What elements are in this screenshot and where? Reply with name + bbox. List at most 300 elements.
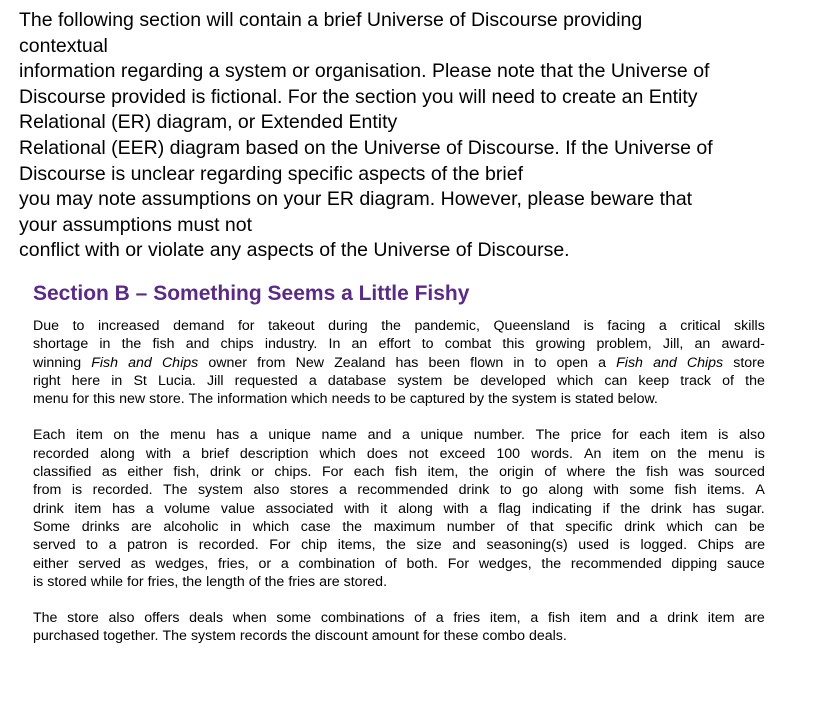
word: item, bbox=[427, 464, 459, 481]
word: to bbox=[374, 391, 387, 408]
word: by bbox=[469, 391, 485, 408]
word: served bbox=[33, 537, 76, 554]
word: seasoning(s) bbox=[486, 537, 568, 554]
intro-line: Discourse provided is fictional. For the section you will need to create an Entity bbox=[19, 85, 698, 108]
paragraph-line bbox=[33, 317, 765, 335]
word: volume bbox=[164, 500, 211, 517]
word: shortage bbox=[33, 336, 89, 353]
word: the bbox=[745, 372, 765, 389]
word: fries, bbox=[217, 555, 249, 572]
word: chips bbox=[220, 336, 254, 353]
word: recorded. bbox=[92, 482, 153, 499]
word: fries, bbox=[147, 573, 179, 590]
paragraph-intro bbox=[33, 317, 765, 408]
word: is bbox=[754, 445, 765, 462]
word: A bbox=[755, 482, 765, 499]
word: origin bbox=[499, 464, 534, 481]
word: the bbox=[182, 573, 203, 590]
word: is bbox=[583, 318, 594, 334]
paragraph-line bbox=[33, 555, 765, 573]
word: size bbox=[416, 537, 442, 554]
word: each bbox=[353, 464, 385, 481]
word: the bbox=[342, 518, 363, 535]
word: exceed bbox=[439, 445, 486, 462]
word: in bbox=[99, 336, 111, 353]
word: is bbox=[619, 537, 630, 554]
word: 100 bbox=[496, 445, 521, 462]
word: used bbox=[578, 537, 610, 554]
word: if bbox=[602, 500, 610, 517]
word: Queensland bbox=[493, 318, 571, 334]
word: also bbox=[253, 482, 280, 499]
word: each bbox=[639, 427, 671, 444]
word: indicating bbox=[531, 500, 592, 517]
word: is bbox=[177, 537, 189, 554]
word: are bbox=[131, 518, 152, 535]
intro-line: contextual bbox=[19, 34, 108, 57]
word: below. bbox=[617, 391, 658, 408]
word: stores bbox=[289, 482, 329, 499]
word: store bbox=[733, 354, 765, 371]
word: Fish bbox=[616, 354, 643, 371]
paragraph-line bbox=[33, 390, 765, 408]
word: from bbox=[257, 354, 286, 371]
word: the bbox=[121, 336, 142, 353]
word: be bbox=[453, 372, 470, 389]
word: St bbox=[133, 372, 147, 389]
word: brief bbox=[201, 445, 229, 462]
word: with bbox=[443, 500, 469, 517]
word: sugar. bbox=[726, 500, 765, 517]
word: combat bbox=[444, 336, 492, 353]
word: The bbox=[162, 628, 187, 645]
word: some bbox=[629, 482, 665, 499]
paragraph-line bbox=[33, 573, 765, 591]
paragraph-line bbox=[33, 518, 765, 536]
word: a bbox=[308, 372, 317, 389]
word: menu bbox=[170, 427, 206, 444]
word: a bbox=[249, 427, 258, 444]
section-title: Section B – Something Seems a Little Fishy bbox=[33, 282, 470, 305]
word: as bbox=[101, 464, 117, 481]
word: it bbox=[380, 500, 388, 517]
paragraph-menu-items bbox=[33, 426, 765, 591]
word: amount bbox=[371, 628, 420, 645]
word: either bbox=[127, 464, 163, 481]
word: fish, bbox=[173, 464, 200, 481]
word: these bbox=[443, 628, 479, 645]
word: either bbox=[33, 555, 69, 572]
word: items, bbox=[337, 537, 376, 554]
word: Jill, bbox=[662, 336, 684, 353]
word: number bbox=[446, 518, 495, 535]
word: drink bbox=[650, 500, 682, 517]
word: also bbox=[738, 427, 765, 444]
word: award- bbox=[721, 336, 765, 353]
paragraph-line bbox=[33, 372, 765, 390]
word: drinks bbox=[81, 518, 120, 535]
word: recommended bbox=[357, 482, 449, 499]
word: developed bbox=[480, 372, 546, 389]
word: dipping bbox=[671, 555, 718, 572]
word: fish bbox=[674, 482, 697, 499]
word: an bbox=[351, 336, 368, 353]
word: a bbox=[649, 610, 658, 627]
word: for bbox=[237, 318, 255, 334]
word: in bbox=[230, 518, 242, 535]
word: the bbox=[291, 628, 311, 645]
word: system bbox=[397, 372, 443, 389]
word: that bbox=[530, 518, 554, 535]
word: some bbox=[276, 610, 312, 627]
word: information bbox=[217, 391, 288, 408]
word: deals. bbox=[528, 628, 567, 645]
word: items. bbox=[707, 482, 745, 499]
word: of bbox=[722, 372, 734, 389]
word: item bbox=[579, 610, 607, 627]
word: is bbox=[718, 427, 729, 444]
intro-line: The following section will contain a brief Universe of Discourse providing bbox=[19, 9, 643, 31]
word: been bbox=[428, 354, 461, 371]
word: in bbox=[111, 372, 123, 389]
word: item bbox=[74, 500, 102, 517]
word: discount bbox=[314, 628, 368, 645]
paragraph-line bbox=[33, 627, 765, 645]
word: to bbox=[72, 318, 85, 334]
word: to bbox=[534, 354, 547, 371]
word: problem, bbox=[596, 336, 652, 353]
word: the bbox=[264, 573, 285, 590]
word: Fish bbox=[91, 354, 119, 371]
paragraph-combo-deals bbox=[33, 609, 765, 646]
word: the bbox=[386, 537, 406, 554]
word: words. bbox=[531, 445, 573, 462]
word: offers bbox=[144, 610, 180, 627]
word: also bbox=[108, 610, 135, 627]
word: wedges, bbox=[155, 555, 209, 572]
word: recommended bbox=[570, 555, 662, 572]
word: database bbox=[327, 372, 387, 389]
word: An bbox=[584, 445, 602, 462]
word: when bbox=[232, 610, 267, 627]
word: as bbox=[130, 555, 146, 572]
word: not bbox=[408, 445, 429, 462]
word: unique bbox=[420, 427, 464, 444]
word: from bbox=[33, 482, 62, 499]
word: while bbox=[90, 573, 124, 590]
word: during bbox=[328, 318, 368, 334]
word: stated bbox=[574, 391, 614, 408]
word: Due bbox=[33, 318, 60, 334]
word: classified bbox=[33, 464, 92, 481]
word: item bbox=[612, 445, 640, 462]
word: can bbox=[714, 518, 738, 535]
word: of bbox=[506, 518, 519, 535]
word: be bbox=[390, 391, 406, 408]
word: and bbox=[653, 354, 677, 371]
word: a bbox=[435, 610, 444, 627]
word: menu bbox=[708, 445, 744, 462]
word: or bbox=[251, 464, 264, 481]
word: Chips bbox=[697, 537, 734, 554]
word: the bbox=[615, 464, 636, 481]
word: the bbox=[468, 464, 489, 481]
word: a bbox=[401, 427, 410, 444]
word: a bbox=[658, 318, 667, 334]
intro-line: Discourse is unclear regarding specific aspects of the brief bbox=[19, 162, 523, 185]
word: to bbox=[86, 537, 99, 554]
section-b bbox=[33, 280, 765, 646]
word: where bbox=[566, 464, 606, 481]
word: a bbox=[182, 445, 191, 462]
word: was bbox=[678, 464, 704, 481]
word: along bbox=[548, 482, 584, 499]
intro-line: information regarding a system or organisation. Please note that the Universe of bbox=[19, 60, 710, 83]
word: industry. bbox=[264, 336, 318, 353]
word: together. bbox=[103, 628, 159, 645]
word: store bbox=[67, 610, 99, 627]
word: Some bbox=[33, 518, 71, 535]
word: captured bbox=[409, 391, 466, 408]
word: sourced bbox=[714, 464, 765, 481]
word: this bbox=[502, 336, 525, 353]
word: chip bbox=[301, 537, 328, 554]
word: fries bbox=[288, 573, 316, 590]
word: both. bbox=[406, 555, 438, 572]
intro-line: your assumptions must not bbox=[19, 213, 253, 236]
word: along bbox=[398, 500, 433, 517]
word: along bbox=[100, 445, 135, 462]
word: can bbox=[604, 372, 628, 389]
word: value bbox=[220, 500, 255, 517]
intro-line: conflict with or violate any aspects of the Universe of Discourse. bbox=[19, 239, 570, 262]
word: has bbox=[216, 427, 240, 444]
word: the bbox=[677, 445, 697, 462]
word: item bbox=[680, 427, 708, 444]
word: does bbox=[366, 445, 398, 462]
paragraph-line bbox=[33, 354, 765, 372]
word: The bbox=[163, 482, 188, 499]
word: Chips bbox=[161, 354, 199, 371]
word: skills bbox=[734, 318, 765, 334]
word: fries bbox=[453, 610, 481, 627]
word: is bbox=[71, 482, 83, 499]
word: growing bbox=[535, 336, 586, 353]
word: the bbox=[488, 391, 508, 408]
word: purchased bbox=[33, 628, 100, 645]
word: and bbox=[616, 610, 640, 627]
word: an bbox=[694, 336, 711, 353]
word: facing bbox=[607, 318, 646, 334]
word: are bbox=[744, 537, 765, 554]
word: be bbox=[749, 518, 765, 535]
word: The bbox=[188, 391, 214, 408]
word: wedges, bbox=[478, 555, 532, 572]
word: drink bbox=[33, 500, 64, 517]
word: in bbox=[513, 354, 525, 371]
word: fish bbox=[646, 464, 669, 481]
word: of bbox=[248, 573, 261, 590]
word: open bbox=[556, 354, 589, 371]
word: recorded. bbox=[198, 537, 259, 554]
word: alcoholic bbox=[163, 518, 219, 535]
word: or bbox=[258, 555, 272, 572]
word: fish bbox=[395, 464, 418, 481]
word: and bbox=[367, 427, 392, 444]
paragraph-line bbox=[33, 426, 765, 444]
word: demand bbox=[173, 318, 225, 334]
paragraph-line bbox=[33, 335, 765, 353]
word: length bbox=[206, 573, 245, 590]
word: logged. bbox=[640, 537, 688, 554]
word: on bbox=[113, 427, 130, 444]
word: with bbox=[593, 482, 619, 499]
word: maximum bbox=[373, 518, 436, 535]
word: stored. bbox=[343, 573, 388, 590]
word: name bbox=[321, 427, 358, 444]
word: of bbox=[384, 555, 397, 572]
word: with bbox=[344, 500, 370, 517]
word: a bbox=[339, 482, 347, 499]
word: which bbox=[319, 445, 356, 462]
word: on bbox=[650, 445, 667, 462]
word: stored bbox=[47, 573, 87, 590]
intro-line: Relational (EER) diagram based on the Universe of Discourse. If the Universe of bbox=[19, 136, 713, 159]
word: drink bbox=[458, 482, 490, 499]
word: are bbox=[319, 573, 340, 590]
word: a bbox=[598, 354, 607, 371]
word: flag bbox=[498, 500, 522, 517]
word: Each bbox=[33, 427, 66, 444]
word: requested bbox=[234, 372, 298, 389]
word: For bbox=[447, 555, 470, 572]
word: combo bbox=[482, 628, 525, 645]
word: specific bbox=[565, 518, 613, 535]
word: Zealand bbox=[334, 354, 386, 371]
word: the bbox=[541, 555, 562, 572]
paragraph-line bbox=[33, 500, 765, 518]
word: is bbox=[560, 391, 571, 408]
word: which bbox=[666, 518, 703, 535]
word: The bbox=[33, 610, 58, 627]
word: which bbox=[291, 391, 328, 408]
word: fish bbox=[547, 610, 571, 627]
word: track bbox=[680, 372, 712, 389]
word: for bbox=[127, 573, 144, 590]
word: and bbox=[185, 336, 210, 353]
word: flown bbox=[470, 354, 504, 371]
word: of bbox=[414, 610, 427, 627]
word: which bbox=[556, 372, 594, 389]
word: fish bbox=[152, 336, 175, 353]
word: a bbox=[280, 555, 289, 572]
word: deals bbox=[189, 610, 224, 627]
word: system bbox=[511, 391, 557, 408]
word: store. bbox=[149, 391, 185, 408]
word: a bbox=[145, 500, 154, 517]
word: new bbox=[119, 391, 146, 408]
word: Lucia. bbox=[157, 372, 196, 389]
word: pandemic, bbox=[414, 318, 480, 334]
paragraph-line bbox=[33, 609, 765, 627]
word: number. bbox=[473, 427, 525, 444]
word: unique bbox=[268, 427, 311, 444]
word: effort bbox=[378, 336, 411, 353]
paragraph-line bbox=[33, 463, 765, 481]
word: a bbox=[108, 537, 117, 554]
intro-line: Relational (ER) diagram, or Extended Entity bbox=[19, 111, 398, 134]
word: drink bbox=[209, 464, 241, 481]
word: chips. bbox=[274, 464, 312, 481]
word: For bbox=[321, 464, 344, 481]
word: Jill bbox=[206, 372, 224, 389]
word: for bbox=[72, 391, 90, 408]
word: to bbox=[499, 482, 512, 499]
word: owner bbox=[208, 354, 247, 371]
paragraph-line bbox=[33, 445, 765, 463]
word: here bbox=[71, 372, 101, 389]
word: winning bbox=[33, 354, 82, 371]
word: description bbox=[239, 445, 309, 462]
word: item, bbox=[489, 610, 521, 627]
word: a bbox=[479, 500, 488, 517]
word: with bbox=[145, 445, 172, 462]
paragraph-line bbox=[33, 481, 765, 499]
word: Chips bbox=[686, 354, 724, 371]
word: has bbox=[395, 354, 419, 371]
word: sauce bbox=[726, 555, 765, 572]
word: menu bbox=[33, 391, 69, 408]
intro-line: you may note assumptions on your ER diagram. However, please beware that bbox=[19, 188, 693, 211]
word: In bbox=[328, 336, 341, 353]
word: the bbox=[139, 427, 160, 444]
word: price bbox=[570, 427, 602, 444]
word: item bbox=[707, 610, 735, 627]
word: keep bbox=[638, 372, 670, 389]
paragraph-line bbox=[33, 536, 765, 554]
word: and bbox=[128, 354, 152, 371]
word: has bbox=[112, 500, 135, 517]
word: takeout bbox=[268, 318, 315, 334]
word: system bbox=[197, 482, 243, 499]
word: is bbox=[33, 573, 44, 590]
word: drink bbox=[667, 610, 699, 627]
word: which bbox=[252, 518, 290, 535]
word: drink bbox=[624, 518, 655, 535]
word: for bbox=[423, 628, 440, 645]
word: needs bbox=[331, 391, 371, 408]
word: For bbox=[269, 537, 291, 554]
word: served bbox=[78, 555, 121, 572]
word: and bbox=[452, 537, 476, 554]
word: the bbox=[620, 500, 641, 517]
word: combinations bbox=[320, 610, 405, 627]
word: item bbox=[75, 427, 103, 444]
word: of bbox=[544, 464, 557, 481]
word: New bbox=[295, 354, 324, 371]
word: recorded bbox=[33, 445, 89, 462]
word: go bbox=[522, 482, 538, 499]
word: are bbox=[744, 610, 765, 627]
word: combination bbox=[298, 555, 376, 572]
word: case bbox=[300, 518, 331, 535]
word: The bbox=[535, 427, 561, 444]
word: critical bbox=[680, 318, 721, 334]
word: for bbox=[612, 427, 629, 444]
word: records bbox=[239, 628, 288, 645]
word: patron bbox=[127, 537, 168, 554]
word: a bbox=[530, 610, 539, 627]
